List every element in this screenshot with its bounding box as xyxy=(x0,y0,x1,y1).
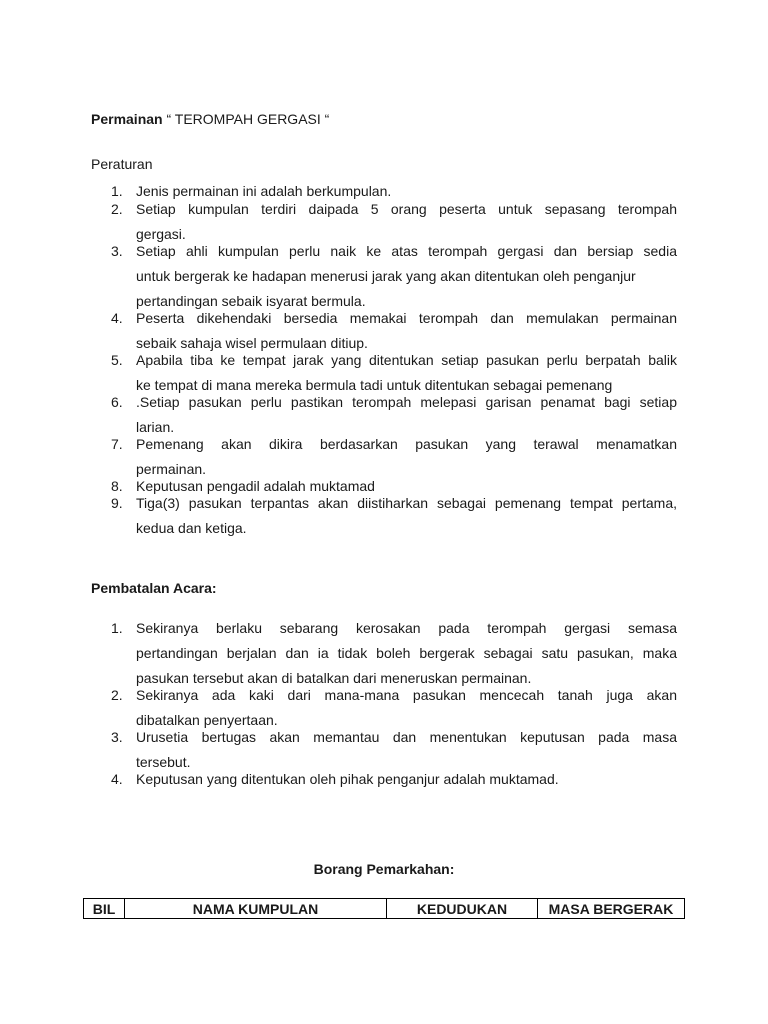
rule-number: 1. xyxy=(111,183,123,199)
rule-number: 2. xyxy=(111,201,123,217)
rule-text: Jenis permainan ini adalah berkumpulan. xyxy=(136,183,392,199)
rule-item xyxy=(108,183,677,200)
rule-number: 7. xyxy=(111,436,123,452)
cancel-text-continued: pertandingan berjalan dan ia tidak boleh bergerak sebagai satu pasukan, maka xyxy=(136,645,677,661)
table-header-row xyxy=(84,899,685,919)
column-header-bil: BIL xyxy=(84,899,125,919)
rule-text: Setiap ahli kumpulan perlu naik ke atas terompah gergasi dan bersiap sedia xyxy=(136,243,677,259)
rule-number: 8. xyxy=(111,478,123,494)
cancel-item xyxy=(108,687,677,729)
cancel-item xyxy=(108,771,677,788)
rule-text-continued: sebaik sahaja wisel permulaan ditiup. xyxy=(136,335,368,351)
cancel-number: 2. xyxy=(111,687,123,703)
column-header-nama-kumpulan: NAMA KUMPULAN xyxy=(125,899,387,919)
document-title xyxy=(91,111,329,127)
cancel-text-continued: tersebut. xyxy=(136,754,191,770)
rules-heading: Peraturan xyxy=(91,156,153,172)
rule-item xyxy=(108,201,677,243)
rule-text: .Setiap pasukan perlu pastikan terompah melepasi garisan penamat bagi setiap xyxy=(136,394,677,410)
cancel-text: Sekiranya ada kaki dari mana-mana pasukan mencecah tanah juga akan xyxy=(136,687,677,703)
rules-list xyxy=(108,183,677,537)
rule-text: Peserta dikehendaki bersedia memakai terompah dan memulakan permainan xyxy=(136,310,677,326)
rule-number: 5. xyxy=(111,352,123,368)
rule-number: 3. xyxy=(111,243,123,259)
rule-item xyxy=(108,394,677,436)
rule-text-continued: ke tempat di mana mereka bermula tadi untuk ditentukan sebagai pemenang xyxy=(136,377,613,393)
cancel-item xyxy=(108,620,677,687)
rule-item xyxy=(108,352,677,394)
rule-text-continued: pertandingan sebaik isyarat bermula. xyxy=(136,293,366,309)
cancel-number: 3. xyxy=(111,729,123,745)
rule-text-continued: untuk bergerak ke hadapan menerusi jarak yang akan ditentukan oleh penganjur xyxy=(136,268,636,284)
rule-item xyxy=(108,243,677,310)
rule-text-continued: permainan. xyxy=(136,461,207,477)
form-title: Borang Pemarkahan: xyxy=(313,861,455,877)
cancel-number: 4. xyxy=(111,771,123,787)
rule-text: Tiga(3) pasukan terpantas akan diistiharkan sebagai pemenang tempat pertama, xyxy=(136,495,677,511)
rule-text: Setiap kumpulan terdiri daipada 5 orang peserta untuk sepasang terompah xyxy=(136,201,677,217)
cancel-list xyxy=(108,620,677,788)
score-table xyxy=(83,898,685,919)
rule-item xyxy=(108,478,677,495)
column-header-masa-bergerak: MASA BERGERAK xyxy=(538,899,685,919)
cancel-heading: Pembatalan Acara: xyxy=(91,580,217,596)
cancel-text: Sekiranya berlaku sebarang kerosakan pada terompah gergasi semasa xyxy=(136,620,677,636)
rule-item xyxy=(108,495,677,537)
rule-text: Pemenang akan dikira berdasarkan pasukan yang terawal menamatkan xyxy=(136,436,677,452)
cancel-text: Urusetia bertugas akan memantau dan menentukan keputusan pada masa xyxy=(136,729,677,745)
cancel-item xyxy=(108,729,677,771)
cancel-text: Keputusan yang ditentukan oleh pihak penganjur adalah muktamad. xyxy=(136,771,559,787)
rule-number: 6. xyxy=(111,394,123,410)
column-header-kedudukan: KEDUDUKAN xyxy=(387,899,538,919)
rule-text-continued: larian. xyxy=(136,419,175,435)
rule-item xyxy=(108,310,677,352)
rule-item xyxy=(108,436,677,478)
rule-text-continued: gergasi. xyxy=(136,226,186,242)
title-prefix: Permainan xyxy=(91,111,163,127)
cancel-text-continued: dibatalkan penyertaan. xyxy=(136,712,278,728)
cancel-number: 1. xyxy=(111,620,123,636)
rule-text: Keputusan pengadil adalah muktamad xyxy=(136,478,375,494)
title-name: “ TEROMPAH GERGASI “ xyxy=(166,111,330,127)
cancel-text-continued: pasukan tersebut akan di batalkan dari meneruskan permainan. xyxy=(136,670,532,686)
rule-number: 4. xyxy=(111,310,123,326)
rule-text: Apabila tiba ke tempat jarak yang ditentukan setiap pasukan perlu berpatah balik xyxy=(136,352,677,368)
rule-text-continued: kedua dan ketiga. xyxy=(136,520,247,536)
rule-number: 9. xyxy=(111,495,123,511)
